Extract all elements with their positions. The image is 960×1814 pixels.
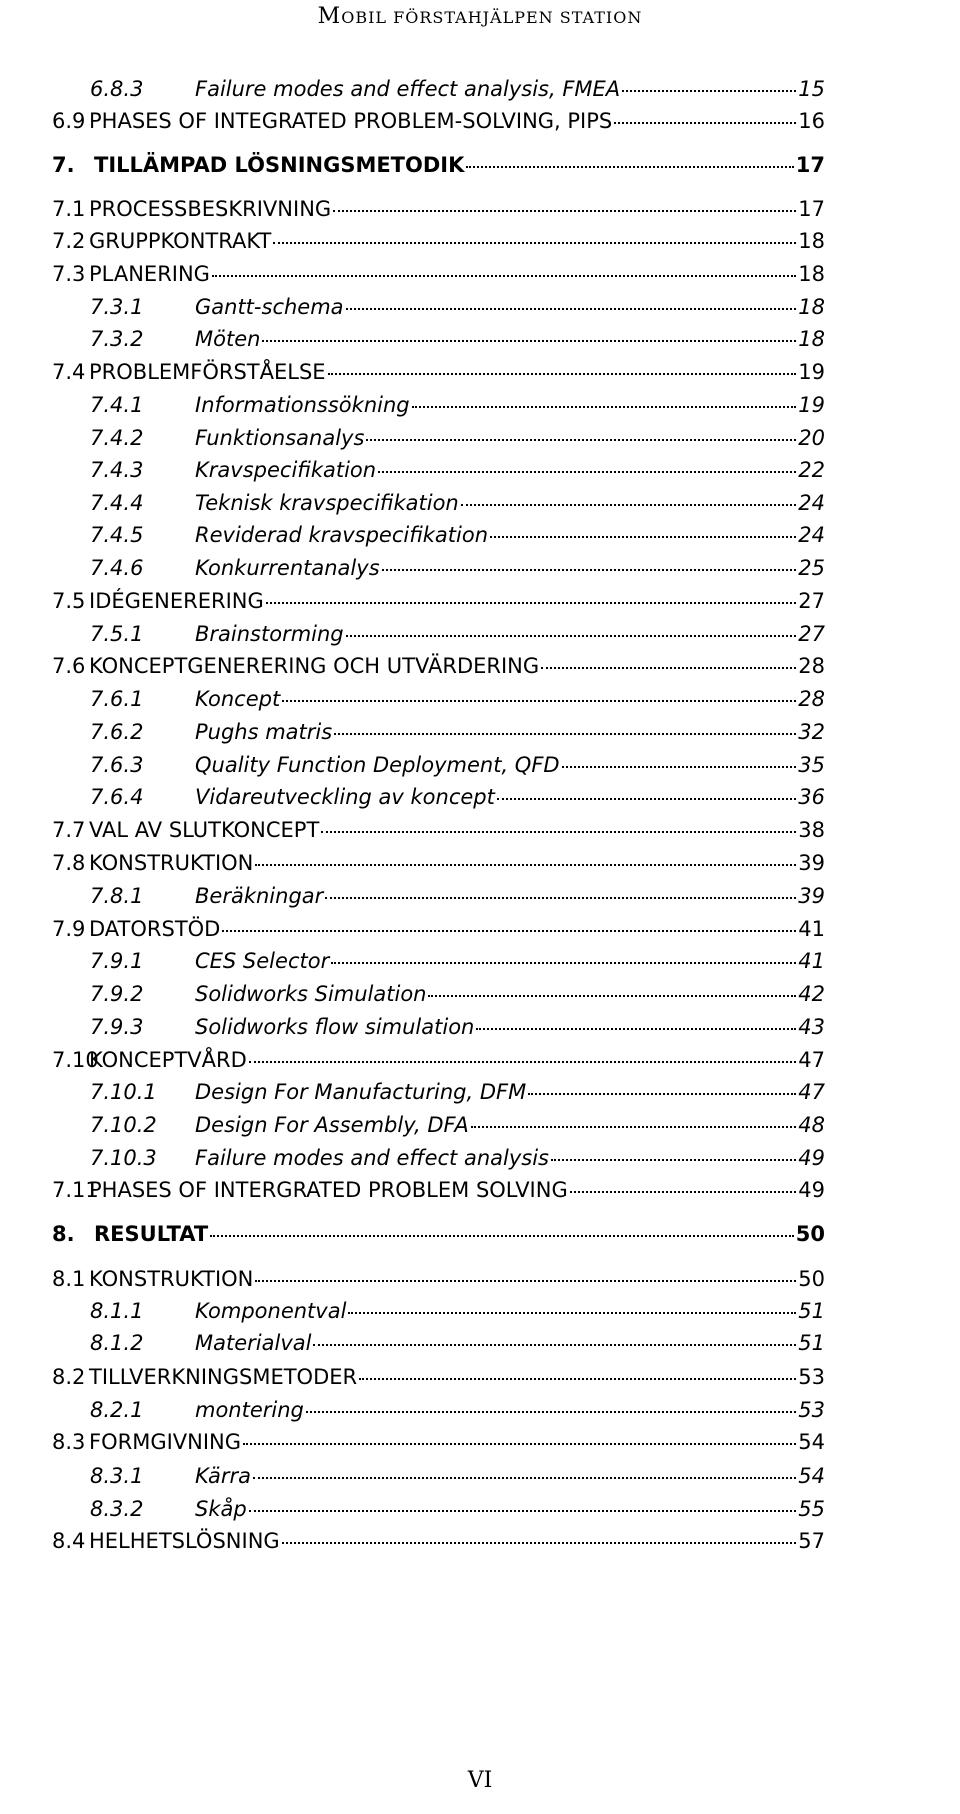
toc-entry-title: TILLÄMPAD LÖSNINGSMETODIK — [94, 153, 465, 177]
toc-entry-title: PHASES OF INTERGRATED PROBLEM SOLVING — [89, 1178, 568, 1202]
toc-dot-leader — [321, 831, 796, 833]
toc-entry-page: 22 — [798, 458, 825, 482]
toc-entry-page: 41 — [798, 949, 825, 973]
toc-entry-page: 17 — [795, 153, 825, 177]
toc-entry-number: 7.6.4 — [90, 785, 144, 809]
toc-entry-title: VAL AV SLUTKONCEPT — [89, 818, 320, 842]
toc-entry[interactable] — [52, 153, 825, 177]
toc-dot-leader — [243, 1443, 796, 1445]
toc-entry-number: 7.8.1 — [90, 884, 144, 908]
toc-entry-page: 17 — [798, 197, 825, 221]
toc-entry[interactable] — [90, 327, 825, 351]
toc-entry-number: 8.2.1 — [90, 1398, 144, 1422]
toc-entry-title: Vidareutveckling av koncept — [195, 785, 495, 809]
toc-dot-leader — [282, 700, 796, 702]
toc-entry-title: GRUPPKONTRAKT — [89, 229, 272, 253]
toc-entry-page: 19 — [798, 393, 825, 417]
toc-entry-number: 7.4.4 — [90, 491, 144, 515]
toc-entry-number: 7.3 — [52, 262, 86, 286]
toc-entry-page: 49 — [798, 1178, 825, 1202]
toc-entry-number: 7.9.1 — [90, 949, 144, 973]
toc-entry-number: 7.10.3 — [90, 1146, 157, 1170]
toc-entry[interactable] — [90, 884, 825, 908]
toc-entry[interactable] — [90, 523, 825, 547]
toc-dot-leader — [466, 166, 793, 168]
toc-entry-title: PHASES OF INTEGRATED PROBLEM-SOLVING, PIPS — [89, 109, 613, 133]
toc-entry-title: Brainstorming — [195, 622, 344, 646]
toc-entry-title: Kravspecifikation — [195, 458, 377, 482]
toc-entry-page: 42 — [798, 982, 825, 1006]
toc-dot-leader — [471, 1126, 797, 1128]
toc-entry-page: 18 — [798, 295, 825, 319]
toc-entry-title: Failure modes and effect analysis, FMEA — [195, 77, 621, 101]
toc-entry-page: 19 — [798, 360, 825, 384]
toc-entry-title: HELHETSLÖSNING — [89, 1529, 280, 1553]
toc-entry[interactable] — [52, 1529, 825, 1553]
toc-entry-title: Design For Manufacturing, DFM — [195, 1080, 527, 1104]
toc-entry-title: Solidworks flow simulation — [195, 1015, 475, 1039]
toc-entry-page: 38 — [798, 818, 825, 842]
toc-entry-title: Pughs matris — [195, 720, 333, 744]
toc-entry-title: Skåp — [195, 1497, 247, 1521]
toc-entry-title: Beräkningar — [195, 884, 324, 908]
toc-dot-leader — [255, 864, 796, 866]
toc-entry[interactable] — [52, 197, 825, 221]
toc-entry-page: 39 — [798, 884, 825, 908]
toc-dot-leader — [570, 1191, 797, 1193]
toc-dot-leader — [331, 962, 796, 964]
toc-entry-number: 7.4.6 — [90, 556, 144, 580]
toc-entry-number: 8.3 — [52, 1430, 86, 1454]
toc-entry-number: 8. — [52, 1222, 75, 1246]
toc-entry[interactable] — [52, 917, 825, 941]
toc-entry-number: 7.4.2 — [90, 426, 144, 450]
toc-dot-leader — [306, 1411, 796, 1413]
toc-entry[interactable] — [52, 1048, 825, 1072]
toc-entry[interactable] — [52, 818, 825, 842]
toc-entry-title: Solidworks Simulation — [195, 982, 427, 1006]
toc-dot-leader — [255, 1280, 796, 1282]
toc-entry-page: 27 — [798, 622, 825, 646]
toc-entry-number: 7.10.2 — [90, 1113, 157, 1137]
toc-entry-page: 35 — [798, 753, 825, 777]
toc-entry-title: Materialval — [195, 1331, 312, 1355]
toc-dot-leader — [378, 471, 796, 473]
toc-dot-leader — [541, 667, 796, 669]
toc-entry-number: 7.4.1 — [90, 393, 144, 417]
toc-entry[interactable] — [90, 491, 825, 515]
toc-entry[interactable] — [90, 785, 825, 809]
toc-entry-page: 32 — [798, 720, 825, 744]
toc-entry[interactable] — [90, 1015, 825, 1039]
running-header-text: OBIL FÖRSTAHJÄLPEN STATION — [341, 8, 643, 27]
toc-entry[interactable] — [90, 1113, 825, 1137]
toc-entry-page: 20 — [798, 426, 825, 450]
toc-dot-leader — [476, 1028, 796, 1030]
toc-entry-number: 7.6.1 — [90, 687, 144, 711]
toc-entry[interactable] — [52, 1222, 825, 1246]
toc-dot-leader — [428, 995, 796, 997]
toc-entry-title: Teknisk kravspecifikation — [195, 491, 459, 515]
toc-entry[interactable] — [90, 393, 825, 417]
toc-entry-page: 24 — [798, 523, 825, 547]
toc-entry[interactable] — [90, 622, 825, 646]
toc-entry-page: 15 — [798, 77, 825, 101]
toc-dot-leader — [212, 275, 796, 277]
toc-entry[interactable] — [90, 1331, 825, 1355]
toc-entry[interactable] — [90, 753, 825, 777]
toc-entry-title: Design For Assembly, DFA — [195, 1113, 469, 1137]
toc-dot-leader — [614, 122, 796, 124]
toc-dot-leader — [222, 930, 796, 932]
toc-entry-number: 7.5.1 — [90, 622, 144, 646]
toc-entry[interactable] — [52, 229, 825, 253]
toc-dot-leader — [359, 1378, 796, 1380]
toc-entry-title: Konkurrentanalys — [195, 556, 380, 580]
toc-entry-title: KONSTRUKTION — [89, 1267, 254, 1291]
toc-entry-page: 53 — [798, 1398, 825, 1422]
toc-dot-leader — [328, 373, 797, 375]
toc-entry-title: Quality Function Deployment, QFD — [195, 753, 560, 777]
toc-entry-number: 7. — [52, 153, 75, 177]
toc-entry-number: 8.3.1 — [90, 1464, 144, 1488]
toc-entry[interactable] — [90, 1080, 825, 1104]
toc-dot-leader — [528, 1093, 796, 1095]
toc-entry-page: 18 — [798, 327, 825, 351]
toc-dot-leader — [249, 1061, 796, 1063]
toc-entry-title: PLANERING — [89, 262, 210, 286]
toc-entry[interactable] — [52, 1430, 825, 1454]
toc-entry[interactable] — [90, 982, 825, 1006]
toc-entry-page: 41 — [798, 917, 825, 941]
toc-dot-leader — [282, 1542, 797, 1544]
toc-entry-page: 39 — [798, 851, 825, 875]
toc-entry-page: 55 — [798, 1497, 825, 1521]
toc-entry-title: IDÉGENERERING — [89, 589, 264, 613]
toc-entry-title: KONSTRUKTION — [89, 851, 254, 875]
toc-entry-title: FORMGIVNING — [89, 1430, 242, 1454]
toc-dot-leader — [461, 504, 797, 506]
toc-entry[interactable] — [52, 360, 825, 384]
toc-entry-page: 27 — [798, 589, 825, 613]
toc-entry-page: 28 — [798, 687, 825, 711]
toc-entry-page: 54 — [798, 1430, 825, 1454]
toc-entry[interactable] — [52, 1267, 825, 1291]
toc-dot-leader — [348, 1312, 796, 1314]
toc-entry[interactable] — [90, 687, 825, 711]
toc-entry[interactable] — [90, 949, 825, 973]
toc-dot-leader — [382, 569, 797, 571]
toc-entry-number: 7.6.3 — [90, 753, 144, 777]
toc-dot-leader — [266, 602, 796, 604]
toc-dot-leader — [334, 733, 796, 735]
toc-entry[interactable] — [90, 556, 825, 580]
toc-entry-number: 7.4 — [52, 360, 86, 384]
toc-entry-number: 7.8 — [52, 851, 86, 875]
toc-dot-leader — [346, 635, 797, 637]
toc-dot-leader — [490, 536, 796, 538]
toc-entry-page: 28 — [798, 654, 825, 678]
toc-entry-number: 6.8.3 — [90, 77, 144, 101]
toc-entry[interactable] — [90, 426, 825, 450]
toc-dot-leader — [249, 1510, 797, 1512]
toc-entry-number: 7.9 — [52, 917, 86, 941]
toc-entry-number: 7.1 — [52, 197, 86, 221]
toc-entry-page: 25 — [798, 556, 825, 580]
toc-dot-leader — [210, 1235, 794, 1237]
toc-entry-title: DATORSTÖD — [89, 917, 221, 941]
toc-entry-title: TILLVERKNINGSMETODER — [89, 1365, 358, 1389]
toc-entry[interactable] — [52, 1178, 825, 1202]
toc-dot-leader — [313, 1344, 796, 1346]
toc-entry-title: Failure modes and effect analysis — [195, 1146, 549, 1170]
toc-entry-title: CES Selector — [195, 949, 330, 973]
toc-entry-page: 54 — [798, 1464, 825, 1488]
toc-entry-number: 7.7 — [52, 818, 86, 842]
toc-entry-page: 36 — [798, 785, 825, 809]
toc-entry-number: 7.2 — [52, 229, 86, 253]
running-header-initial: M — [317, 4, 342, 29]
toc-entry-title: RESULTAT — [94, 1222, 209, 1246]
toc-entry[interactable] — [52, 589, 825, 613]
toc-entry-title: PROCESSBESKRIVNING — [89, 197, 332, 221]
toc-entry-number: 8.2 — [52, 1365, 86, 1389]
toc-dot-leader — [497, 798, 796, 800]
toc-entry-page: 49 — [798, 1146, 825, 1170]
toc-entry[interactable] — [52, 262, 825, 286]
toc-dot-leader — [622, 90, 796, 92]
toc-entry-page: 51 — [798, 1331, 825, 1355]
toc-dot-leader — [551, 1159, 796, 1161]
toc-entry[interactable] — [90, 1398, 825, 1422]
toc-entry[interactable] — [90, 77, 825, 101]
toc-entry-number: 7.3.2 — [90, 327, 144, 351]
toc-entry-page: 18 — [798, 229, 825, 253]
toc-entry[interactable] — [90, 1146, 825, 1170]
toc-entry[interactable] — [52, 109, 825, 133]
toc-dot-leader — [333, 210, 796, 212]
toc-entry-page: 47 — [798, 1048, 825, 1072]
toc-entry-number: 7.10 — [52, 1048, 99, 1072]
toc-entry-number: 7.3.1 — [90, 295, 144, 319]
toc-entry-title: KONCEPTVÅRD — [89, 1048, 247, 1072]
toc-entry[interactable] — [90, 295, 825, 319]
toc-entry-number: 7.9.3 — [90, 1015, 144, 1039]
toc-entry-number: 7.6 — [52, 654, 86, 678]
toc-entry-number: 8.4 — [52, 1529, 86, 1553]
toc-entry[interactable] — [90, 1299, 825, 1323]
toc-entry-page: 50 — [795, 1222, 825, 1246]
toc-entry-title: Koncept — [195, 687, 281, 711]
toc-entry-title: Funktionsanalys — [195, 426, 365, 450]
toc-entry-page: 43 — [798, 1015, 825, 1039]
toc-entry[interactable] — [90, 1464, 825, 1488]
toc-entry-page: 47 — [798, 1080, 825, 1104]
toc-entry-page: 57 — [798, 1529, 825, 1553]
toc-entry-title: PROBLEMFÖRSTÅELSE — [89, 360, 326, 384]
toc-dot-leader — [562, 766, 797, 768]
toc-entry-title: montering — [195, 1398, 304, 1422]
toc-entry-page: 18 — [798, 262, 825, 286]
toc-dot-leader — [366, 439, 796, 441]
toc-entry-title: Informationssökning — [195, 393, 410, 417]
toc-entry-number: 7.4.3 — [90, 458, 144, 482]
toc-dot-leader — [325, 897, 796, 899]
toc-entry-number: 8.1.1 — [90, 1299, 144, 1323]
toc-entry-page: 51 — [798, 1299, 825, 1323]
toc-dot-leader — [346, 308, 797, 310]
toc-entry-number: 6.9 — [52, 109, 86, 133]
toc-entry-title: Möten — [195, 327, 261, 351]
toc-entry-title: Gantt-schema — [195, 295, 344, 319]
toc-entry-number: 7.4.5 — [90, 523, 144, 547]
toc-entry-number: 7.10.1 — [90, 1080, 157, 1104]
toc-entry-number: 8.1 — [52, 1267, 86, 1291]
toc-entry-number: 7.11 — [52, 1178, 99, 1202]
toc-entry-page: 16 — [798, 109, 825, 133]
toc-entry[interactable] — [90, 720, 825, 744]
toc-entry-title: Kärra — [195, 1464, 252, 1488]
toc-dot-leader — [273, 242, 796, 244]
toc-entry-number: 7.6.2 — [90, 720, 144, 744]
toc-entry-title: Reviderad kravspecifikation — [195, 523, 489, 547]
toc-entry[interactable] — [52, 654, 825, 678]
toc-entry[interactable] — [90, 1497, 825, 1521]
toc-entry-page: 53 — [798, 1365, 825, 1389]
toc-dot-leader — [253, 1477, 796, 1479]
toc-entry-number: 8.3.2 — [90, 1497, 144, 1521]
toc-entry-page: 50 — [798, 1267, 825, 1291]
toc-entry[interactable] — [52, 851, 825, 875]
toc-dot-leader — [412, 406, 797, 408]
toc-entry-title: KONCEPTGENERERING OCH UTVÄRDERING — [89, 654, 540, 678]
running-header — [0, 4, 960, 29]
page-number: VI — [467, 1768, 493, 1793]
toc-entry-number: 7.5 — [52, 589, 86, 613]
toc-entry-page: 48 — [798, 1113, 825, 1137]
toc-entry-number: 7.9.2 — [90, 982, 144, 1006]
toc-entry-page: 24 — [798, 491, 825, 515]
toc-dot-leader — [262, 340, 796, 342]
toc-entry-title: Komponentval — [195, 1299, 347, 1323]
toc-entry[interactable] — [90, 458, 825, 482]
toc-entry-number: 8.1.2 — [90, 1331, 144, 1355]
toc-entry[interactable] — [52, 1365, 825, 1389]
